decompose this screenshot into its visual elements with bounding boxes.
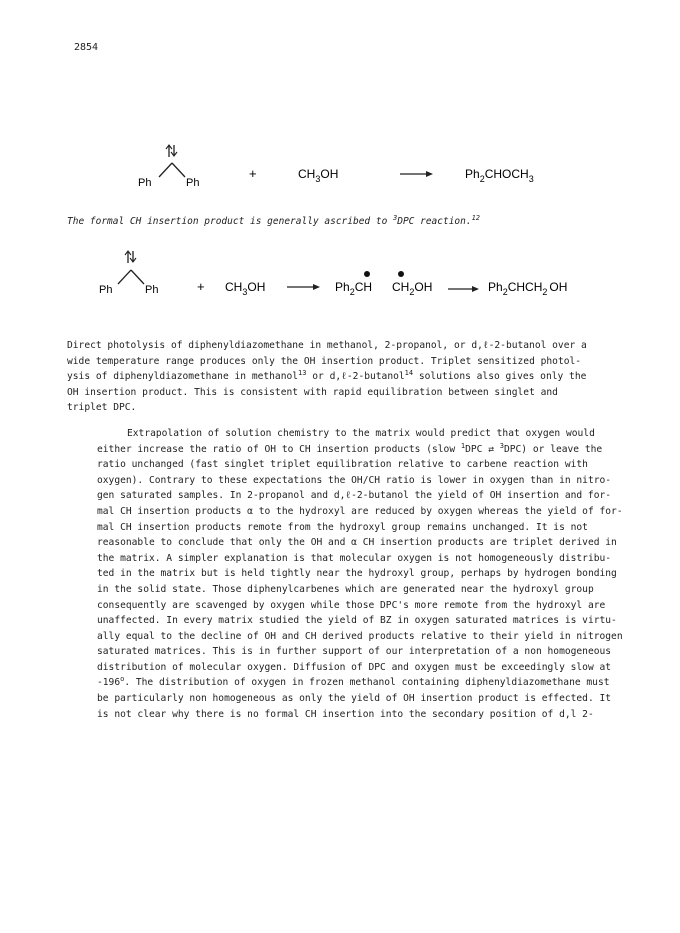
methanol-reagent: $CH_3OH$ bbox=[225, 280, 266, 297]
carbene-bond-left bbox=[118, 270, 131, 284]
diphenylcarbene-structure-2 bbox=[99, 251, 158, 296]
page-number: 2854 bbox=[74, 42, 99, 53]
carbene-bond-right bbox=[172, 163, 185, 177]
reference-12: 12 bbox=[471, 214, 481, 222]
reaction-arrow-1-icon bbox=[287, 284, 320, 290]
left-phenyl-label: Ph bbox=[138, 177, 152, 189]
triplet-spin-arrows-icon bbox=[166, 145, 177, 157]
body-text bbox=[67, 338, 623, 722]
paragraph-2: Extrapolation of solution chemistry to the matrix would predict that oxygen would either increase the ratio of OH to CH insertion products (slow $^1$DPC ⇄ $^3$DPC) or leave the ratio unchanged (fast singlet triplet equilibration relative to carbene reaction with oxygen). Contrary to these expectations the OH/CH ratio is lower in oxygen than in nitro- gen saturated samples. In 2-propanol and d,ℓ-2-butanol the yield of OH insertion and for- mal CH insertion products α to the hydroxyl are reduced by oxygen whereas the yield of for- mal CH insertion products remote from the hydroxyl group remains unchanged. It is not reasonable to conclude that only the OH and α CH insertion products are triplet derived in the matrix. A simpler explanation is that molecular oxygen is not homogeneously distribu- ted in the matrix but is held tightly near the hydroxyl group, perhaps by hydrogen bonding in the solid state. Those diphenylcarbenes which are generated near the hydroxyl group consequently are scavenged by oxygen while those DPC's more remote from the hydroxyl are unaffected. In every matrix studied the yield of BZ in oxygen saturated matrices is virtu- ally equal to the decline of OH and CH derived products relative to their yield in nitrogen saturated matrices. This is in further support of our interpretation of a non homogeneous distribution of molecular oxygen. Diffusion of DPC and oxygen must be exceedingly slow at -196$^o$. The distribution of oxygen in frozen methanol containing diphenyldiazomethane must be particularly non homogeneous as only the yield of OH insertion product is effected. It is not clear why there is no formal CH insertion into the secondary position of d,l 2- bbox=[97, 427, 623, 720]
plus-sign: + bbox=[197, 279, 205, 294]
carbene-bond-right bbox=[131, 270, 144, 284]
diphenylmethyl-radical: $Ph_2CH$ bbox=[335, 280, 373, 297]
hydroxymethyl-radical: $CH_2OH$ bbox=[392, 280, 433, 297]
paragraph-1: Direct photolysis of diphenyldiazomethane in methanol, 2-propanol, or d,ℓ-2-butanol over a wide temperature range produces only the OH insertion product. Triplet sensitized photol- ysis of diphenyldiazomethane in methanol$^{13}$ or d,ℓ-2-butanol$^{14}$ solutions also gives only the OH insertion product. This is consistent with rapid equilibration between singlet and triplet DPC. bbox=[67, 340, 587, 414]
right-phenyl-label: Ph bbox=[145, 284, 159, 296]
plus-sign: + bbox=[249, 166, 257, 181]
reaction-scheme-1 bbox=[0, 138, 680, 198]
reaction-arrow-icon bbox=[400, 171, 433, 177]
triplet-spin-arrows-icon bbox=[125, 251, 136, 263]
reaction-arrow-2-icon bbox=[448, 286, 479, 292]
alcohol-product: $Ph_2CHCH_2$ OH bbox=[488, 280, 568, 297]
diphenylcarbene-structure-1 bbox=[138, 145, 199, 189]
reference-13: 13 bbox=[298, 369, 307, 378]
left-phenyl-label: Ph bbox=[99, 284, 113, 296]
reference-14: 14 bbox=[404, 369, 414, 378]
radical-dot-2 bbox=[398, 271, 404, 277]
right-phenyl-label: Ph bbox=[186, 177, 200, 189]
ether-product: $Ph_2CHOCH_3$ bbox=[465, 167, 534, 184]
carbene-bond-left bbox=[159, 163, 172, 177]
reaction-scheme-2 bbox=[0, 245, 680, 307]
radical-dot-1 bbox=[364, 271, 370, 277]
scheme-caption: The formal CH insertion product is generally ascribed to $^3$DPC reaction.$^{12}$ bbox=[67, 214, 481, 227]
methanol-reagent: $CH_3OH$ bbox=[298, 167, 339, 184]
